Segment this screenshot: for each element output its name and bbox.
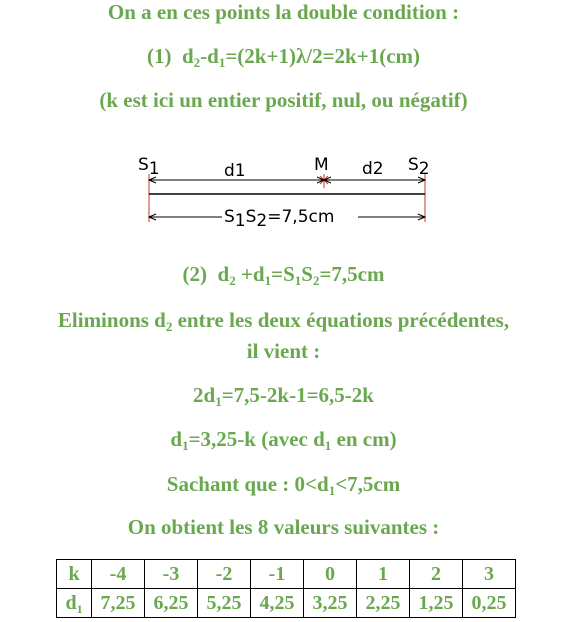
eq2-d1: +d	[235, 262, 265, 286]
eq2-s1: =S	[271, 262, 295, 286]
eq2-number: (2)	[182, 262, 208, 286]
equation-2	[0, 262, 567, 287]
label-d1: d1	[224, 161, 246, 181]
eq4-d1: d	[170, 427, 183, 451]
eq2-d2: d	[217, 262, 230, 286]
table-cell: 0	[304, 560, 357, 589]
table-cell: 7,25	[92, 589, 145, 618]
equation-5	[0, 472, 567, 497]
eq3-2d1: 2d	[193, 383, 216, 407]
eq2-d2-sub: 2	[229, 273, 236, 288]
eq5-sub: 1	[328, 483, 336, 498]
elim-sub: 2	[165, 319, 173, 334]
eq4-rest: en cm)	[331, 427, 397, 451]
table-cell: 2,25	[357, 589, 410, 618]
elim-post: entre les deux équations précédentes,	[172, 308, 510, 332]
values-intro: On obtient les 8 valeurs suivantes :	[127, 515, 440, 539]
table-cell: 1	[357, 560, 410, 589]
table-cell: 6,25	[145, 589, 198, 618]
table-cell: -2	[198, 560, 251, 589]
equation-4	[0, 427, 567, 452]
table-cell: 0,25	[463, 589, 516, 618]
eq1-d2: d	[181, 44, 194, 68]
note-k-integer: (k est ici un entier positif, nul, ou négatif)	[99, 88, 468, 112]
elimination-line-1	[0, 308, 567, 333]
eq1-d1: -d	[200, 44, 219, 68]
eq1-d1-sub: 1	[218, 55, 226, 70]
eq2-s2: S	[301, 262, 313, 286]
values-table	[56, 559, 516, 618]
table-cell: 3,25	[304, 589, 357, 618]
eq2-d1-sub: 1	[264, 273, 272, 288]
eq5-pre: Sachant que : 0<d	[166, 472, 329, 496]
label-m: M	[314, 155, 329, 175]
table-row-d1	[57, 589, 516, 618]
eq2-rest: =7,5cm	[319, 262, 385, 286]
eq2-s2-sub: 2	[312, 273, 320, 288]
table-cell: -4	[92, 560, 145, 589]
elimination-line-2: il vient :	[246, 339, 321, 363]
table-cell: 1,25	[410, 589, 463, 618]
table-cell: -1	[251, 560, 304, 589]
heading-double-condition: On a en ces points la double condition :	[107, 0, 460, 24]
table-cell: 4,25	[251, 589, 304, 618]
table-header-d1: $d_1$	[57, 589, 92, 618]
table-cell: 2	[410, 560, 463, 589]
table-row-k	[57, 560, 516, 589]
label-s1: S1	[138, 155, 160, 179]
equation-1	[0, 44, 567, 69]
table-cell: 5,25	[198, 589, 251, 618]
eq4-mid: =3,25-k (avec d	[188, 427, 325, 451]
s1-s2-diagram	[136, 150, 436, 230]
eq1-rest: =(2k+1)λ/2=2k+1(cm)	[225, 44, 421, 68]
equation-3	[0, 383, 567, 408]
label-d2: d2	[362, 159, 384, 179]
eq3-rest: =7,5-2k-1=6,5-2k	[221, 383, 374, 407]
eq2-s1-sub: 1	[294, 273, 302, 288]
elim-pre: Eliminons d	[57, 308, 166, 332]
table-header-k: k	[57, 560, 92, 589]
eq4-sub: 1	[182, 438, 189, 453]
table-cell: -3	[145, 560, 198, 589]
label-s2: S2	[408, 155, 430, 179]
eq1-d2-sub: 2	[193, 55, 201, 70]
eq5-rest: <7,5cm	[335, 472, 401, 496]
eq4-mid-sub: 1	[324, 438, 332, 453]
table-cell: 3	[463, 560, 516, 589]
eq1-number: (1)	[146, 44, 172, 68]
label-s1s2-distance: S1S2=7,5cm	[224, 207, 335, 230]
eq3-sub: 1	[215, 394, 222, 409]
